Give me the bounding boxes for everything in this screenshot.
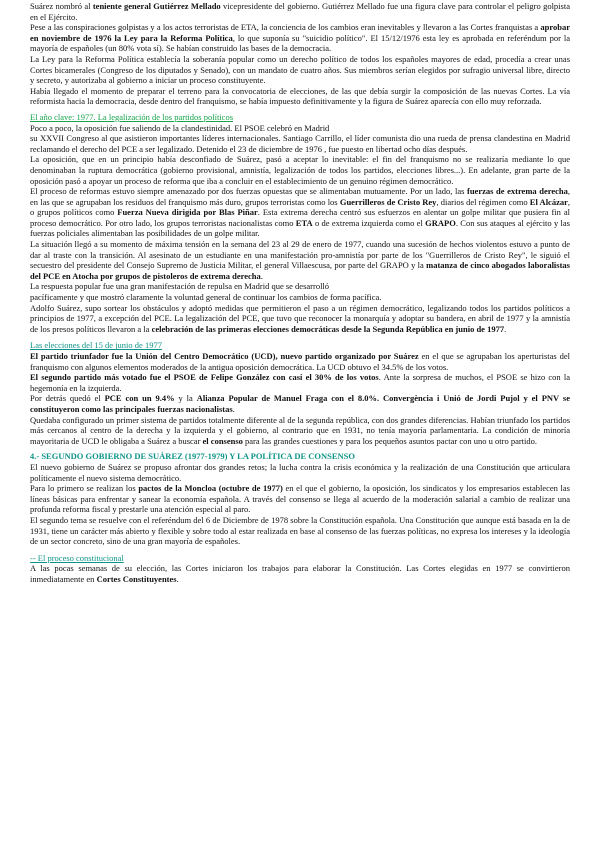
text-run: Pese a las conspiraciones golpistas y a los actos terroristas de ETA, la conciencia de los cambios eran inevitables y llevaron a las Cortes franquistas a xyxy=(30,22,541,33)
text-run: para las grandes cuestiones y para los pequeños asuntos pactar con uno u otro partido. xyxy=(242,435,538,446)
paragraph xyxy=(30,515,570,547)
text-run: El nuevo gobierno de Suárez se propuso afrontar dos grandes retos; la lucha contra la crisis económica y la realización de una Constitución que articulara políticamente el nuevo sistema democrático. xyxy=(30,461,570,483)
bold-text: GRAPO xyxy=(425,217,456,228)
paragraph xyxy=(30,462,570,483)
text-run: La Ley para la Reforma Política establecía la soberanía popular como un derecho político de todos los españoles mayores de edad, procedía a crear unas Cortes bicamerales (Congreso de los diputados y Senado), con un mandato de cuatro años. Sus miembros serían elegidos por sufragio universal libre, directo y secreto, y autorizaba al gobierno a iniciar un proceso constituyente. xyxy=(30,53,570,86)
paragraph xyxy=(30,54,570,86)
paragraph xyxy=(30,1,570,22)
bold-text: El Alcázar xyxy=(529,196,568,207)
text-run: . Ante la sorpresa de muchos, el PSOE se hizo con la hegemonía en la izquierda. xyxy=(30,372,570,393)
bold-text: El partido triunfador fue la Unión del Centro Democrático (UCD), nuevo partido organizado por Suárez xyxy=(30,351,419,361)
paragraph xyxy=(30,351,570,372)
bold-text: Guerrilleros de Cristo Rey xyxy=(339,196,437,207)
paragraph xyxy=(30,563,570,584)
bold-text: PCE con un 9.4% xyxy=(104,393,175,404)
paragraph xyxy=(30,393,570,414)
bold-text: Fuerza Nueva dirigida por Blas Piñar xyxy=(117,207,258,218)
paragraph xyxy=(30,292,570,303)
text-run: . xyxy=(232,403,235,414)
text-run: Suárez nombró al xyxy=(30,1,93,11)
paragraph xyxy=(30,415,570,447)
text-run: . xyxy=(260,270,263,281)
text-run: Adolfo Suárez, supo sortear los obstáculos y adoptó medidas que permitieron el paso a un régimen democrático, legalizando todos los partidos políticos a principios de 1977, a excepción del PCE. La legalización del PCE, que tuvo que reconocer la monarquía y adoptar su bandera, en abril de 1977 y la amnistía de los presos políticos llevaron a la xyxy=(30,302,570,334)
text-run: La situación llegó a su momento de máxima tensión en la semana del 23 al 29 de enero de 1977, cuando una sucesión de hechos violentos estuvo a punto de dar al traste con la transición. Al asesinato de un estudiante en una manifestación pro-amnistía por parte de los "Guerrilleros de Cristo Rey", le siguió el secuestro del presidente del Consejo Supremo de Justicia Militar, el general Villaescusa, por parte del GRAPO y la xyxy=(30,239,570,271)
bold-text: fuerzas de extrema derecha xyxy=(467,186,568,197)
paragraph xyxy=(30,133,570,154)
text-run: Para lo primero se realizan los xyxy=(30,483,139,494)
text-run: , lo que suponía su "suicidio político". El 15/12/1976 esta ley es aprobada en referéndum por la mayoría de españoles (un 80% vota sí). Se habían construido las bases de la democracia. xyxy=(30,32,571,54)
text-run: , o grupos políticos como xyxy=(30,196,570,218)
paragraph xyxy=(30,483,570,515)
text-run: Poco a poco, la oposición fue saliendo de la clandestinidad. El PSOE celebró en Madrid xyxy=(30,122,330,133)
text-run: . xyxy=(176,573,179,584)
paragraph xyxy=(30,123,570,134)
text-run: Por detrás quedó el xyxy=(30,393,105,404)
text-run: La respuesta popular fue una gran manifestación de repulsa en Madrid que se desarrolló xyxy=(30,281,330,292)
paragraph xyxy=(30,239,570,281)
bold-text: Cortes Constituyentes xyxy=(96,573,177,584)
text-run: en el que se agrupaban los aperturistas del franquismo con algunos elementos moderados de la antigua oposición democrática. La UCD obtuvo el 34.5% de los votos. xyxy=(30,351,570,372)
text-run: en el que el gobierno, la oposición, los sindicatos y los empresarios establecen las líneas básicas para enfrentar y sanear la economía española. A través del consenso se llega al acuerdo de la moderación salarial a cambio de realizar una profunda reforma fiscal y prestarle una atención especial al paro. xyxy=(30,483,570,515)
text-run: y la xyxy=(174,393,197,404)
text-run: Quedaba configurado un primer sistema de partidos totalmente diferente al de la segunda república, con dos grandes diferencias. Habían triunfado los partidos más cercanos al centro de la derecha y la izquierda y el gobierno, al contrario que en 1931, no tenía mayoría parlamentaria. La condición de minoría mayoritaria de UCD le obligaba a Suárez a buscar xyxy=(30,414,570,446)
bold-text: aprobar en noviembre de 1976 la Ley para la Reforma Política xyxy=(30,22,570,43)
text-run: Había llegado el momento de preparar el terreno para la convocatoria de elecciones, de las que debía surgir la composición de las nuevas Cortes. La vía reformista hacia la democracia, desde dentro del franquismo, se había impuesto definitivamente y la figura de Suárez aparecía con ello muy reforzada. xyxy=(30,85,570,107)
text-run: El proceso de reformas estuvo siempre amenazado por dos fuerzas opuestas que se alimentaban mutuamente. Por un lado, las xyxy=(30,186,467,197)
section-heading xyxy=(30,340,570,351)
bold-text: pactos de la Moncloa (octubre de 1977) xyxy=(138,483,283,494)
paragraph xyxy=(30,281,570,292)
paragraph xyxy=(30,154,570,186)
text-run: su XXVII Congreso al que asistieron importantes líderes internacionales. Santiago Carrillo, el líder comunista dio una rueda de prensa clandestina en Madrid reclamando el derecho del PCE a ser legalizado. Detenido el 23 de diciembre de 1976 , fue puesto en libertad ocho días después. xyxy=(30,133,570,154)
bold-text: celebración de las primeras elecciones democráticas desde la Segunda República en junio de 1977 xyxy=(151,323,505,334)
text-run: vicepresidente del gobierno. Gutiérrez Mellado fue una figura clave para controlar el peligro golpista en el Ejército. xyxy=(30,1,570,22)
text-run: 4.- SEGUNDO GOBIERNO DE SUÁREZ (1977-1979) Y LA POLÍTICA DE CONSENSO xyxy=(30,451,356,462)
text-run: , diarios del régimen como xyxy=(436,196,530,207)
bold-text: Alianza Popular de Manuel Fraga con el 8.0%. Convergència i Unió de Jordi Pujol y el PNV se constituyeron como las principales fuerzas nacionalistas xyxy=(30,393,570,414)
section-heading xyxy=(30,553,570,564)
text-run: o de extrema izquierda como el xyxy=(312,217,426,228)
text-run: El segundo tema se resuelve con el referéndum del 6 de Diciembre de 1978 sobre la Constitución española. Una Constitución que aunque está basada en la de 1931, tiene un carácter más abierto y flexible y sobre todo al estar realizada en base al consenso de las fuerzas políticas, no expresa los intereses y la ideología de un sector concreto, sino de una gran mayoría de españoles. xyxy=(30,514,570,547)
text-run: -- El proceso constitucional xyxy=(30,552,124,563)
text-run: La oposición, que en un principio había desconfiado de Suárez, pasó a aceptar lo inevitable: el fin del franquismo no se realizaría mediante lo que denominaban la ruptura democrática (gobierno provisional, amnistía, legalización de todos los partidos, elecciones libres...). En adelante, gran parte de la oposición pasó a apoyar un proceso de reforma que iba a concluir en el establecimiento de un genuino régimen democrático. xyxy=(30,154,570,186)
paragraph xyxy=(30,22,570,54)
text-run: A las pocas semanas de su elección, las Cortes iniciaron los trabajos para elaborar la Constitución. Las Cortes elegidas en 1977 se convirtieron inmediatamente en xyxy=(30,563,570,584)
section-heading xyxy=(30,112,570,123)
paragraph xyxy=(30,372,570,393)
section-heading xyxy=(30,451,570,462)
text-run: . xyxy=(504,323,507,334)
text-run: El año clave: 1977. La legalización de los partidos políticos xyxy=(30,111,233,122)
paragraph xyxy=(30,303,570,335)
bold-text: ETA xyxy=(295,217,313,228)
bold-text: teniente general Gutiérrez Mellado xyxy=(92,1,221,11)
bold-text: el consenso xyxy=(202,435,243,446)
text-run: Las elecciones del 15 de junio de 1977 xyxy=(30,340,162,351)
paragraph xyxy=(30,86,570,107)
bold-text: matanza de cinco abogados laboralistas del PCE en Atocha por grupos de pistoleros de extrema derecha xyxy=(30,260,570,281)
paragraph xyxy=(30,186,570,239)
bold-text: El segundo partido más votado fue el PSOE de Felipe González con casi el 30% de los votos xyxy=(30,372,379,383)
text-run: . Esta extrema derecha centró sus esfuerzos en alentar un golpe militar que pusiera fin al proceso democrático. Por otro lado, los grupos terroristas nacionalistas como xyxy=(30,207,570,228)
text-run: . Con sus ataques al ejército y las fuerzas policiales alimentaban las posibilidades de un golpe militar. xyxy=(30,217,570,239)
text-run: , en las que se agrupaban los residuos del franquismo más duro, grupos terroristas como los xyxy=(30,186,571,207)
text-run: pacíficamente y que mostró claramente la voluntad general de continuar los cambios de forma pacífica. xyxy=(30,292,382,303)
